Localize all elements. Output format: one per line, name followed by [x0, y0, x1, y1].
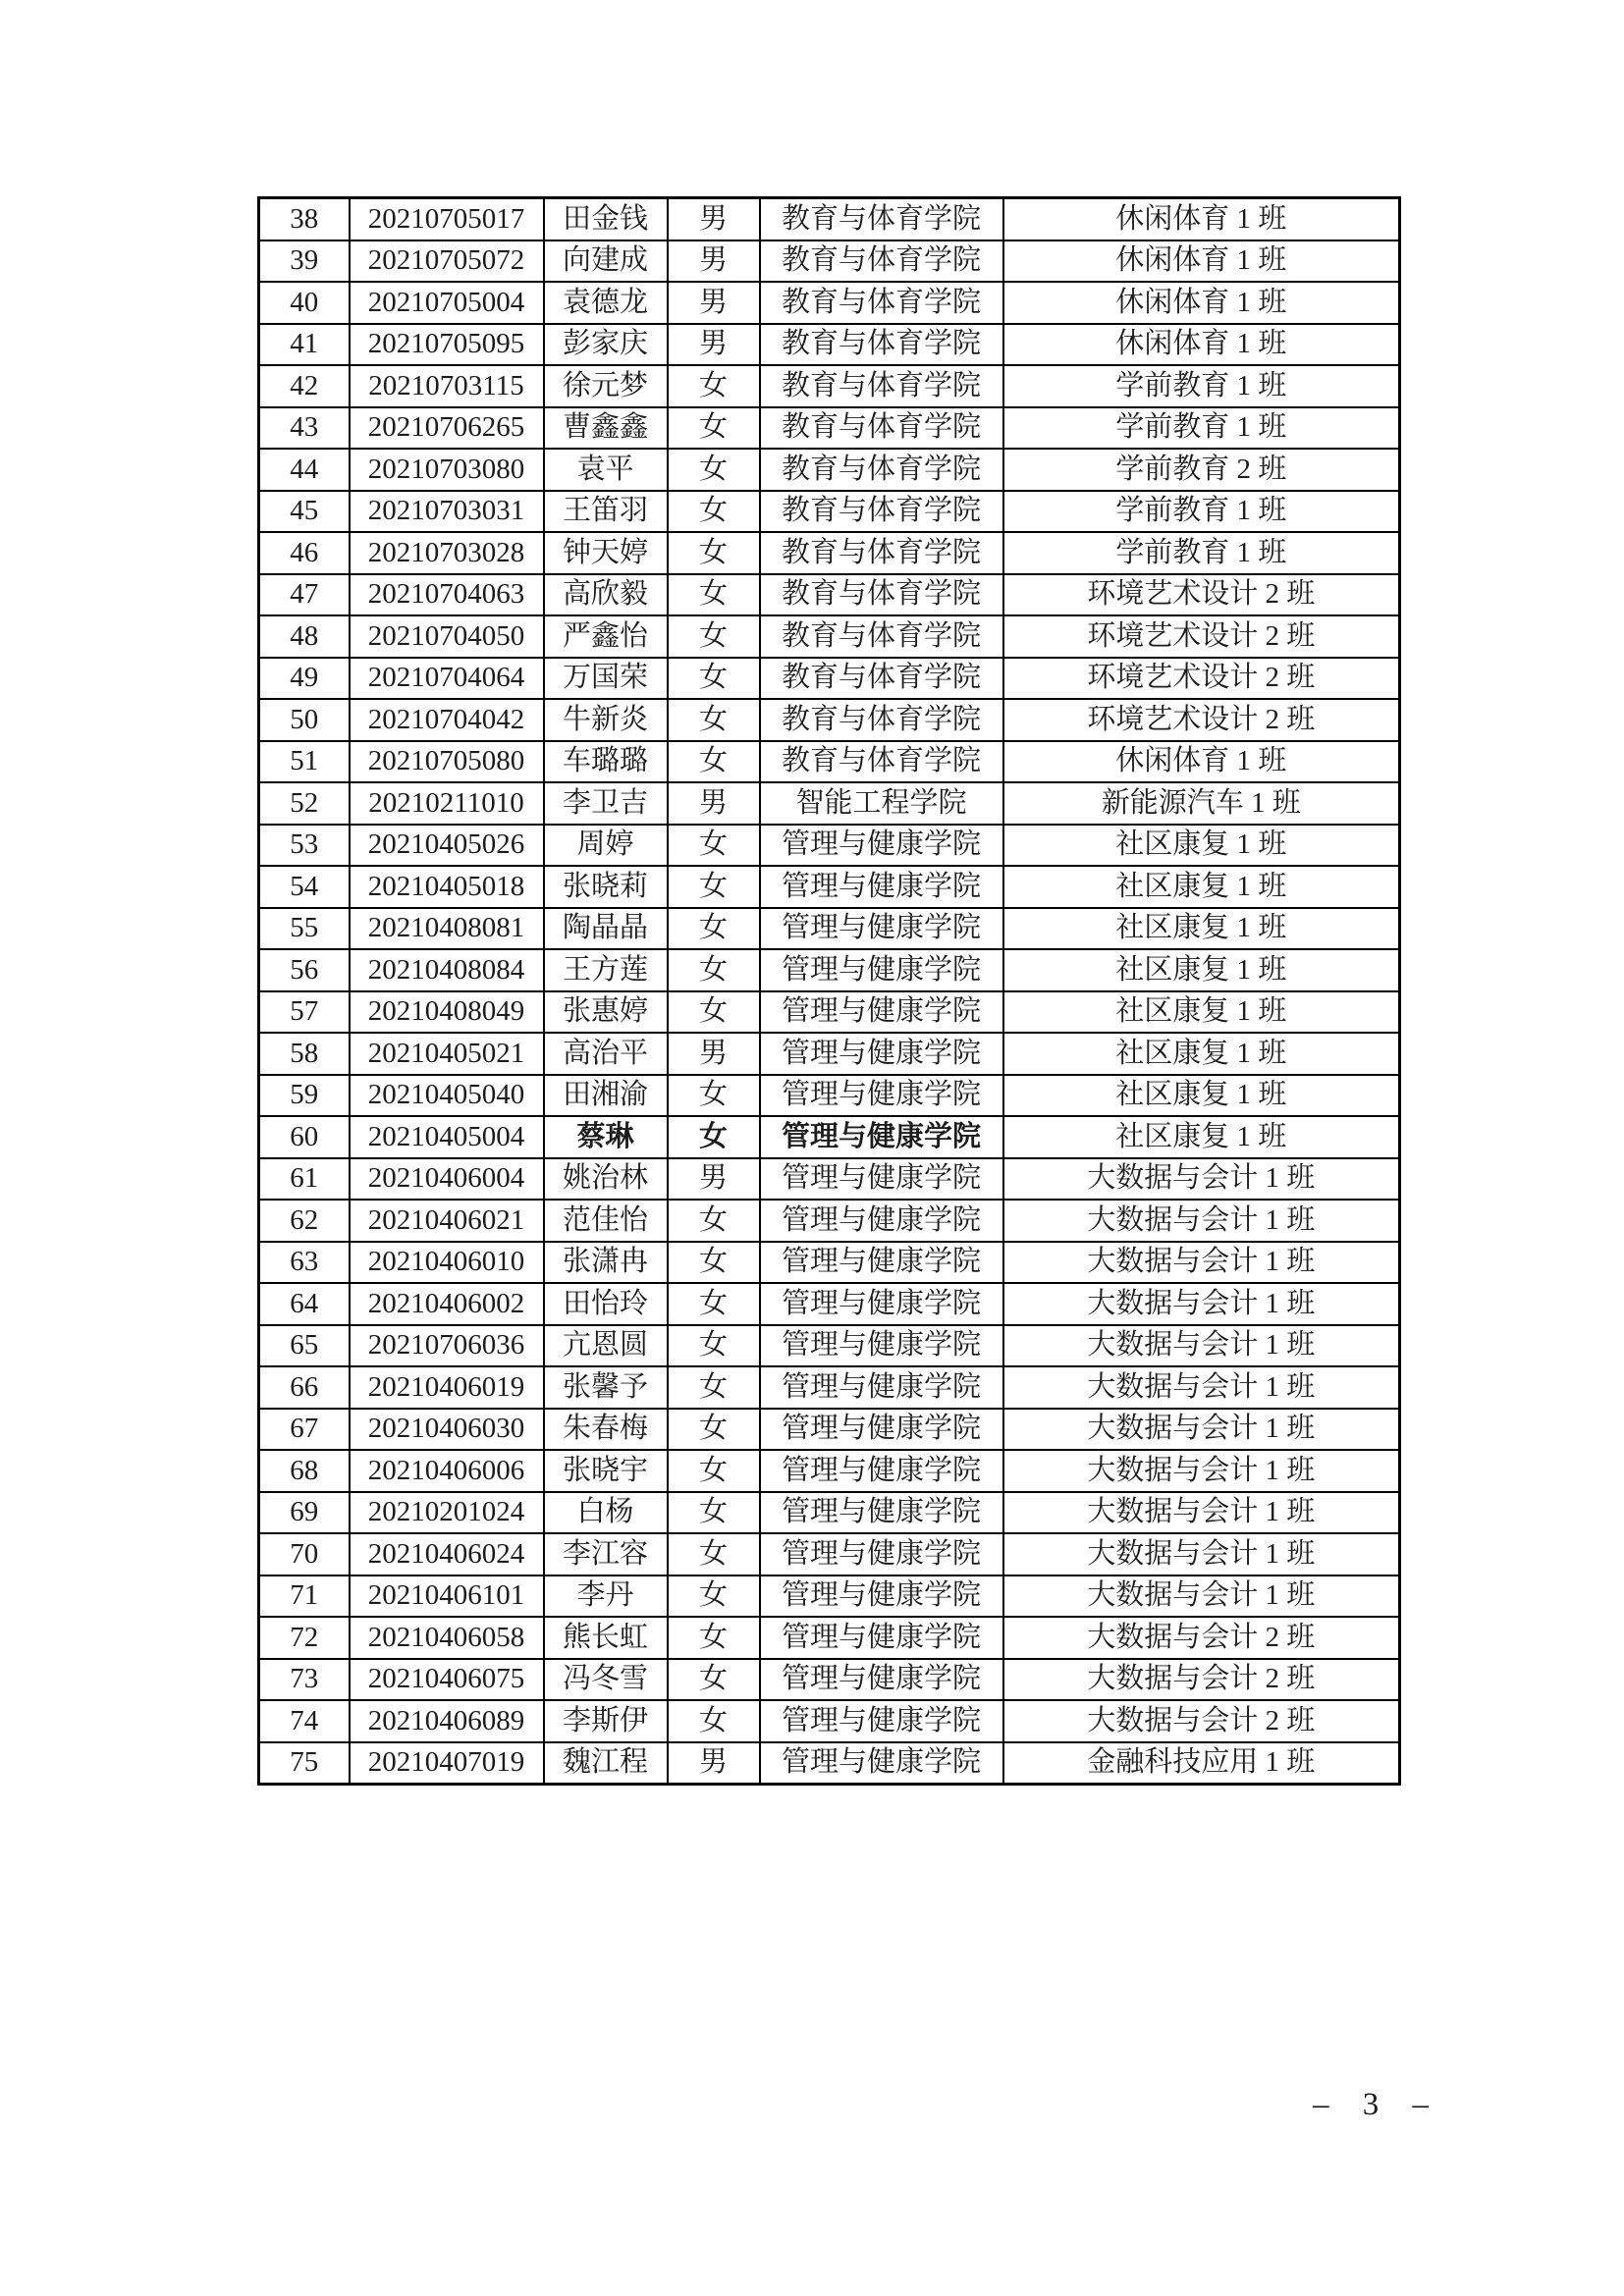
student-name-cell: 亢恩圆: [544, 1325, 668, 1367]
college-cell: 教育与体育学院: [760, 365, 1003, 407]
class-name-cell: 大数据与会计 1 班: [1003, 1450, 1400, 1492]
row-number-cell: 50: [259, 699, 350, 741]
gender-cell: 男: [668, 1742, 760, 1785]
table-row: [259, 407, 1400, 450]
table-row: [259, 1617, 1400, 1659]
class-name-cell: 休闲体育 1 班: [1003, 741, 1400, 783]
college-cell: 教育与体育学院: [760, 491, 1003, 533]
class-name-cell: 大数据与会计 2 班: [1003, 1617, 1400, 1659]
table-row: [259, 741, 1400, 783]
college-cell: 教育与体育学院: [760, 240, 1003, 283]
student-id-cell: 20210201024: [350, 1492, 544, 1534]
table-row: [259, 282, 1400, 324]
college-cell: 管理与健康学院: [760, 1116, 1003, 1158]
student-name-cell: 熊长虹: [544, 1617, 668, 1659]
gender-cell: 女: [668, 615, 760, 658]
student-id-cell: 20210406101: [350, 1575, 544, 1618]
table-row: [259, 1242, 1400, 1284]
student-name-cell: 高欣毅: [544, 574, 668, 616]
table-row: [259, 449, 1400, 491]
gender-cell: 女: [668, 532, 760, 574]
table-row: [259, 1575, 1400, 1618]
student-roster-table-wrap: [257, 196, 1401, 1786]
table-row: [259, 1283, 1400, 1325]
gender-cell: 男: [668, 1158, 760, 1201]
student-name-cell: 白杨: [544, 1492, 668, 1534]
row-number-cell: 74: [259, 1700, 350, 1742]
student-id-cell: 20210405026: [350, 825, 544, 867]
gender-cell: 女: [668, 825, 760, 867]
table-row: [259, 1742, 1400, 1785]
row-number-cell: 52: [259, 782, 350, 825]
student-name-cell: 车璐璐: [544, 741, 668, 783]
student-roster-table: [257, 196, 1401, 1786]
row-number-cell: 40: [259, 282, 350, 324]
college-cell: 管理与健康学院: [760, 1742, 1003, 1785]
class-name-cell: 学前教育 1 班: [1003, 365, 1400, 407]
gender-cell: 女: [668, 1409, 760, 1451]
row-number-cell: 54: [259, 866, 350, 908]
student-name-cell: 田怡玲: [544, 1283, 668, 1325]
student-name-cell: 牛新炎: [544, 699, 668, 741]
student-name-cell: 袁德龙: [544, 282, 668, 324]
student-id-cell: 20210703031: [350, 491, 544, 533]
row-number-cell: 38: [259, 198, 350, 240]
college-cell: 教育与体育学院: [760, 532, 1003, 574]
student-id-cell: 20210406006: [350, 1450, 544, 1492]
college-cell: 管理与健康学院: [760, 908, 1003, 950]
student-name-cell: 向建成: [544, 240, 668, 283]
row-number-cell: 61: [259, 1158, 350, 1201]
class-name-cell: 大数据与会计 2 班: [1003, 1700, 1400, 1742]
student-id-cell: 20210408049: [350, 991, 544, 1034]
row-number-cell: 69: [259, 1492, 350, 1534]
college-cell: 智能工程学院: [760, 782, 1003, 825]
gender-cell: 男: [668, 1033, 760, 1075]
college-cell: 教育与体育学院: [760, 407, 1003, 450]
table-row: [259, 782, 1400, 825]
gender-cell: 女: [668, 1450, 760, 1492]
college-cell: 管理与健康学院: [760, 1492, 1003, 1534]
college-cell: 管理与健康学院: [760, 1158, 1003, 1201]
student-name-cell: 张潇冉: [544, 1242, 668, 1284]
student-id-cell: 20210406002: [350, 1283, 544, 1325]
row-number-cell: 63: [259, 1242, 350, 1284]
gender-cell: 男: [668, 282, 760, 324]
row-number-cell: 49: [259, 658, 350, 700]
college-cell: 管理与健康学院: [760, 1366, 1003, 1409]
class-name-cell: 环境艺术设计 2 班: [1003, 699, 1400, 741]
class-name-cell: 大数据与会计 2 班: [1003, 1659, 1400, 1701]
gender-cell: 女: [668, 1075, 760, 1117]
gender-cell: 女: [668, 1200, 760, 1242]
student-id-cell: 20210705095: [350, 324, 544, 366]
student-name-cell: 蔡琳: [544, 1116, 668, 1158]
row-number-cell: 47: [259, 574, 350, 616]
class-name-cell: 金融科技应用 1 班: [1003, 1742, 1400, 1785]
student-id-cell: 20210703028: [350, 532, 544, 574]
table-row: [259, 574, 1400, 616]
student-name-cell: 严鑫怡: [544, 615, 668, 658]
table-row: [259, 1116, 1400, 1158]
gender-cell: 女: [668, 1116, 760, 1158]
student-name-cell: 王笛羽: [544, 491, 668, 533]
student-name-cell: 田金钱: [544, 198, 668, 240]
college-cell: 管理与健康学院: [760, 1283, 1003, 1325]
student-id-cell: 20210407019: [350, 1742, 544, 1785]
gender-cell: 女: [668, 1617, 760, 1659]
student-id-cell: 20210705017: [350, 198, 544, 240]
table-row: [259, 1533, 1400, 1575]
gender-cell: 女: [668, 1366, 760, 1409]
class-name-cell: 环境艺术设计 2 班: [1003, 615, 1400, 658]
gender-cell: 女: [668, 658, 760, 700]
row-number-cell: 71: [259, 1575, 350, 1618]
college-cell: 教育与体育学院: [760, 699, 1003, 741]
class-name-cell: 社区康复 1 班: [1003, 866, 1400, 908]
college-cell: 管理与健康学院: [760, 1075, 1003, 1117]
class-name-cell: 社区康复 1 班: [1003, 991, 1400, 1034]
student-id-cell: 20210406058: [350, 1617, 544, 1659]
student-id-cell: 20210405004: [350, 1116, 544, 1158]
college-cell: 管理与健康学院: [760, 1200, 1003, 1242]
row-number-cell: 55: [259, 908, 350, 950]
student-name-cell: 钟天婷: [544, 532, 668, 574]
student-name-cell: 万国荣: [544, 658, 668, 700]
table-row: [259, 1325, 1400, 1367]
class-name-cell: 新能源汽车 1 班: [1003, 782, 1400, 825]
student-id-cell: 20210703080: [350, 449, 544, 491]
college-cell: 管理与健康学院: [760, 949, 1003, 991]
student-id-cell: 20210706036: [350, 1325, 544, 1367]
class-name-cell: 社区康复 1 班: [1003, 825, 1400, 867]
row-number-cell: 62: [259, 1200, 350, 1242]
row-number-cell: 44: [259, 449, 350, 491]
student-id-cell: 20210406010: [350, 1242, 544, 1284]
college-cell: 教育与体育学院: [760, 574, 1003, 616]
student-id-cell: 20210405040: [350, 1075, 544, 1117]
college-cell: 教育与体育学院: [760, 449, 1003, 491]
gender-cell: 女: [668, 991, 760, 1034]
student-name-cell: 范佳怡: [544, 1200, 668, 1242]
gender-cell: 女: [668, 365, 760, 407]
table-row: [259, 615, 1400, 658]
student-id-cell: 20210705080: [350, 741, 544, 783]
class-name-cell: 休闲体育 1 班: [1003, 324, 1400, 366]
gender-cell: 女: [668, 407, 760, 450]
class-name-cell: 休闲体育 1 班: [1003, 240, 1400, 283]
gender-cell: 女: [668, 574, 760, 616]
student-name-cell: 周婷: [544, 825, 668, 867]
gender-cell: 女: [668, 1283, 760, 1325]
college-cell: 管理与健康学院: [760, 1659, 1003, 1701]
class-name-cell: 大数据与会计 1 班: [1003, 1283, 1400, 1325]
student-name-cell: 曹鑫鑫: [544, 407, 668, 450]
college-cell: 管理与健康学院: [760, 1533, 1003, 1575]
student-name-cell: 张晓莉: [544, 866, 668, 908]
class-name-cell: 大数据与会计 1 班: [1003, 1325, 1400, 1367]
college-cell: 管理与健康学院: [760, 1325, 1003, 1367]
row-number-cell: 57: [259, 991, 350, 1034]
table-row: [259, 908, 1400, 950]
row-number-cell: 39: [259, 240, 350, 283]
row-number-cell: 72: [259, 1617, 350, 1659]
row-number-cell: 64: [259, 1283, 350, 1325]
table-row: [259, 491, 1400, 533]
college-cell: 管理与健康学院: [760, 1617, 1003, 1659]
student-id-cell: 20210406030: [350, 1409, 544, 1451]
table-row: [259, 1075, 1400, 1117]
college-cell: 教育与体育学院: [760, 615, 1003, 658]
college-cell: 管理与健康学院: [760, 1450, 1003, 1492]
student-name-cell: 彭家庆: [544, 324, 668, 366]
college-cell: 教育与体育学院: [760, 741, 1003, 783]
gender-cell: 女: [668, 1533, 760, 1575]
student-name-cell: 李丹: [544, 1575, 668, 1618]
gender-cell: 女: [668, 908, 760, 950]
student-name-cell: 冯冬雪: [544, 1659, 668, 1701]
table-row: [259, 1409, 1400, 1451]
row-number-cell: 56: [259, 949, 350, 991]
row-number-cell: 65: [259, 1325, 350, 1367]
student-name-cell: 王方莲: [544, 949, 668, 991]
class-name-cell: 大数据与会计 1 班: [1003, 1158, 1400, 1201]
table-row: [259, 825, 1400, 867]
table-row: [259, 1033, 1400, 1075]
class-name-cell: 大数据与会计 1 班: [1003, 1492, 1400, 1534]
college-cell: 教育与体育学院: [760, 198, 1003, 240]
student-id-cell: 20210211010: [350, 782, 544, 825]
gender-cell: 男: [668, 198, 760, 240]
college-cell: 管理与健康学院: [760, 991, 1003, 1034]
table-row: [259, 240, 1400, 283]
row-number-cell: 41: [259, 324, 350, 366]
class-name-cell: 大数据与会计 1 班: [1003, 1533, 1400, 1575]
class-name-cell: 环境艺术设计 2 班: [1003, 658, 1400, 700]
class-name-cell: 大数据与会计 1 班: [1003, 1575, 1400, 1618]
student-id-cell: 20210406075: [350, 1659, 544, 1701]
row-number-cell: 66: [259, 1366, 350, 1409]
table-row: [259, 365, 1400, 407]
table-row: [259, 1700, 1400, 1742]
class-name-cell: 学前教育 1 班: [1003, 491, 1400, 533]
college-cell: 管理与健康学院: [760, 1409, 1003, 1451]
student-name-cell: 李江容: [544, 1533, 668, 1575]
college-cell: 管理与健康学院: [760, 825, 1003, 867]
table-row: [259, 1200, 1400, 1242]
table-row: [259, 1158, 1400, 1201]
gender-cell: 女: [668, 1325, 760, 1367]
row-number-cell: 51: [259, 741, 350, 783]
student-id-cell: 20210406021: [350, 1200, 544, 1242]
student-name-cell: 张馨予: [544, 1366, 668, 1409]
row-number-cell: 70: [259, 1533, 350, 1575]
student-id-cell: 20210405018: [350, 866, 544, 908]
gender-cell: 女: [668, 866, 760, 908]
page-number: – 3 –: [1313, 2087, 1435, 2122]
class-name-cell: 社区康复 1 班: [1003, 1116, 1400, 1158]
gender-cell: 女: [668, 1700, 760, 1742]
student-id-cell: 20210408081: [350, 908, 544, 950]
row-number-cell: 75: [259, 1742, 350, 1785]
class-name-cell: 学前教育 1 班: [1003, 407, 1400, 450]
table-row: [259, 991, 1400, 1034]
class-name-cell: 大数据与会计 1 班: [1003, 1242, 1400, 1284]
class-name-cell: 大数据与会计 1 班: [1003, 1409, 1400, 1451]
class-name-cell: 学前教育 2 班: [1003, 449, 1400, 491]
student-name-cell: 袁平: [544, 449, 668, 491]
table-row: [259, 1450, 1400, 1492]
gender-cell: 女: [668, 741, 760, 783]
student-name-cell: 高治平: [544, 1033, 668, 1075]
student-id-cell: 20210406004: [350, 1158, 544, 1201]
student-name-cell: 朱春梅: [544, 1409, 668, 1451]
class-name-cell: 环境艺术设计 2 班: [1003, 574, 1400, 616]
student-id-cell: 20210704063: [350, 574, 544, 616]
row-number-cell: 45: [259, 491, 350, 533]
gender-cell: 男: [668, 240, 760, 283]
class-name-cell: 休闲体育 1 班: [1003, 198, 1400, 240]
row-number-cell: 67: [259, 1409, 350, 1451]
table-row: [259, 1659, 1400, 1701]
row-number-cell: 48: [259, 615, 350, 658]
gender-cell: 女: [668, 1242, 760, 1284]
student-id-cell: 20210705072: [350, 240, 544, 283]
table-row: [259, 866, 1400, 908]
row-number-cell: 58: [259, 1033, 350, 1075]
student-name-cell: 魏江程: [544, 1742, 668, 1785]
row-number-cell: 43: [259, 407, 350, 450]
student-id-cell: 20210406024: [350, 1533, 544, 1575]
class-name-cell: 社区康复 1 班: [1003, 949, 1400, 991]
student-name-cell: 张晓宇: [544, 1450, 668, 1492]
college-cell: 教育与体育学院: [760, 282, 1003, 324]
college-cell: 教育与体育学院: [760, 324, 1003, 366]
college-cell: 管理与健康学院: [760, 1242, 1003, 1284]
college-cell: 管理与健康学院: [760, 1033, 1003, 1075]
row-number-cell: 53: [259, 825, 350, 867]
class-name-cell: 休闲体育 1 班: [1003, 282, 1400, 324]
row-number-cell: 42: [259, 365, 350, 407]
student-id-cell: 20210406089: [350, 1700, 544, 1742]
student-id-cell: 20210704042: [350, 699, 544, 741]
student-id-cell: 20210405021: [350, 1033, 544, 1075]
student-name-cell: 李斯伊: [544, 1700, 668, 1742]
class-name-cell: 大数据与会计 1 班: [1003, 1366, 1400, 1409]
gender-cell: 女: [668, 491, 760, 533]
class-name-cell: 社区康复 1 班: [1003, 1075, 1400, 1117]
table-row: [259, 198, 1400, 240]
student-id-cell: 20210705004: [350, 282, 544, 324]
table-row: [259, 532, 1400, 574]
table-row: [259, 324, 1400, 366]
gender-cell: 女: [668, 949, 760, 991]
gender-cell: 女: [668, 699, 760, 741]
class-name-cell: 社区康复 1 班: [1003, 1033, 1400, 1075]
row-number-cell: 46: [259, 532, 350, 574]
student-id-cell: 20210408084: [350, 949, 544, 991]
student-name-cell: 田湘渝: [544, 1075, 668, 1117]
class-name-cell: 学前教育 1 班: [1003, 532, 1400, 574]
table-row: [259, 1366, 1400, 1409]
student-name-cell: 李卫吉: [544, 782, 668, 825]
gender-cell: 女: [668, 1659, 760, 1701]
college-cell: 管理与健康学院: [760, 1575, 1003, 1618]
student-name-cell: 姚治林: [544, 1158, 668, 1201]
college-cell: 管理与健康学院: [760, 866, 1003, 908]
student-id-cell: 20210703115: [350, 365, 544, 407]
college-cell: 管理与健康学院: [760, 1700, 1003, 1742]
table-row: [259, 658, 1400, 700]
gender-cell: 男: [668, 782, 760, 825]
student-id-cell: 20210706265: [350, 407, 544, 450]
table-row: [259, 699, 1400, 741]
college-cell: 教育与体育学院: [760, 658, 1003, 700]
student-id-cell: 20210704064: [350, 658, 544, 700]
gender-cell: 男: [668, 324, 760, 366]
student-name-cell: 陶晶晶: [544, 908, 668, 950]
class-name-cell: 大数据与会计 1 班: [1003, 1200, 1400, 1242]
table-row: [259, 1492, 1400, 1534]
student-name-cell: 张惠婷: [544, 991, 668, 1034]
row-number-cell: 68: [259, 1450, 350, 1492]
gender-cell: 女: [668, 1575, 760, 1618]
row-number-cell: 60: [259, 1116, 350, 1158]
student-name-cell: 徐元梦: [544, 365, 668, 407]
gender-cell: 女: [668, 449, 760, 491]
student-id-cell: 20210704050: [350, 615, 544, 658]
class-name-cell: 社区康复 1 班: [1003, 908, 1400, 950]
table-row: [259, 949, 1400, 991]
row-number-cell: 59: [259, 1075, 350, 1117]
student-id-cell: 20210406019: [350, 1366, 544, 1409]
row-number-cell: 73: [259, 1659, 350, 1701]
gender-cell: 女: [668, 1492, 760, 1534]
